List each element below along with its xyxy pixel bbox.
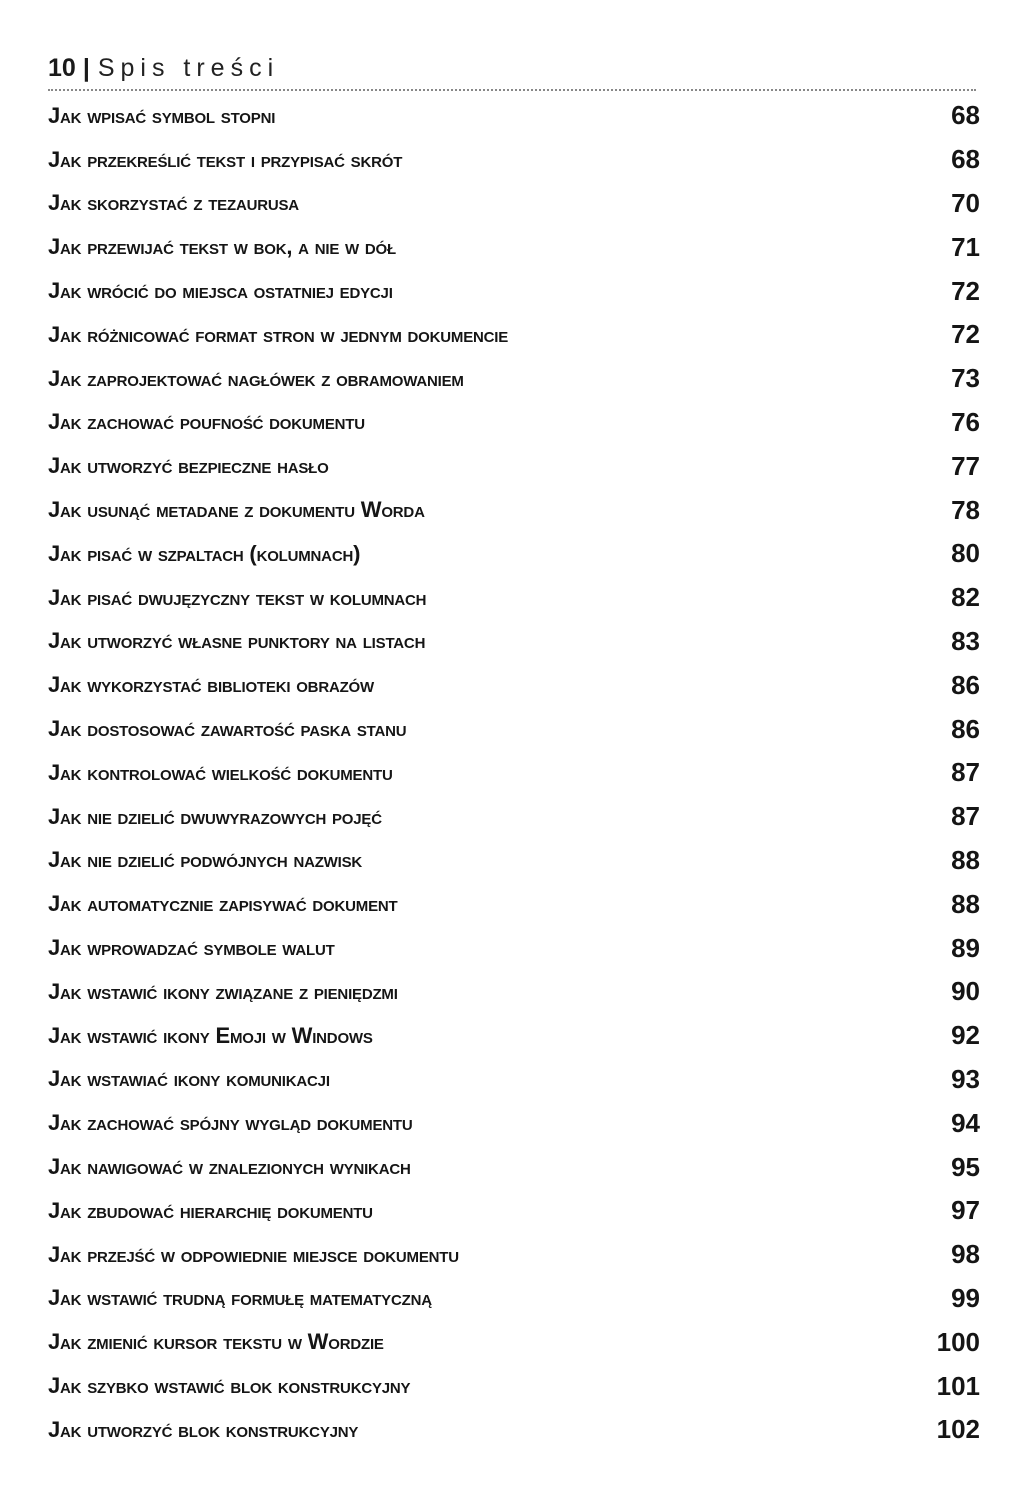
toc-entry <box>48 970 980 1014</box>
toc-entry-title: Jak wstawić trudną formułę matematyczną <box>48 1285 432 1311</box>
toc-entry <box>48 1014 980 1058</box>
toc-entry <box>48 1277 980 1321</box>
toc-entry-title: Jak kontrolować wielkość dokumentu <box>48 759 393 785</box>
toc-entry-title: Jak utworzyć bezpieczne hasło <box>48 453 329 479</box>
toc-entry-title: Jak utworzyć blok konstrukcyjny <box>48 1416 359 1442</box>
toc-entry <box>48 532 980 576</box>
toc-entry-page: 78 <box>951 494 980 525</box>
toc-entry <box>48 620 980 664</box>
toc-entry-title: Jak szybko wstawić blok konstrukcyjny <box>48 1373 411 1398</box>
toc-entry-title: Jak przewijać tekst w bok, a nie w dół <box>48 234 396 260</box>
toc-entry <box>48 225 980 269</box>
toc-entry-title: Jak pisać dwujęzyczny tekst w kolumnach <box>48 584 427 610</box>
toc-entry-title: Jak skorzystać z tezaurusa <box>48 190 299 216</box>
section-title: Spis treści <box>97 54 280 82</box>
toc-entry-page: 68 <box>951 100 980 131</box>
toc-entry <box>48 357 980 401</box>
toc-entry-title: Jak zachować spójny wygląd dokumentu <box>48 1110 413 1136</box>
toc-entry-title: Jak różnicować format stron w jednym dokumencie <box>48 321 509 347</box>
toc-entry <box>48 182 980 226</box>
toc-entry-page: 86 <box>951 669 980 700</box>
toc-entry <box>48 488 980 532</box>
toc-entry-page: 73 <box>951 363 980 394</box>
toc-entry-page: 93 <box>951 1063 980 1094</box>
toc-entry-page: 82 <box>951 582 980 613</box>
toc-entry-page: 77 <box>951 450 980 481</box>
toc-entry-page: 94 <box>951 1107 980 1138</box>
toc-entry-page: 80 <box>951 538 980 569</box>
toc-entry-title: Jak zachować poufność dokumentu <box>48 409 365 435</box>
toc-entry-page: 102 <box>936 1414 980 1445</box>
toc-entry-title: Jak dostosować zawartość paska stanu <box>48 716 407 742</box>
toc-entry-page: 100 <box>936 1326 980 1357</box>
toc-entry-title: Jak utworzyć własne punktory na listach <box>48 628 426 654</box>
toc-entry-page: 88 <box>951 844 980 875</box>
toc-entry-title: Jak nawigować w znalezionych wynikach <box>48 1154 411 1180</box>
toc-entry-title: Jak zaprojektować nagłówek z obramowaniem <box>48 365 464 391</box>
toc-entry-page: 90 <box>951 976 980 1007</box>
toc-entry <box>48 1145 980 1189</box>
toc-entry-title: Jak przekreślić tekst i przypisać skrót <box>48 146 403 172</box>
toc-entry <box>48 444 980 488</box>
toc-entry <box>48 401 980 445</box>
toc-entry-title: Jak zbudować hierarchię dokumentu <box>48 1197 373 1223</box>
toc-entry <box>48 576 980 620</box>
toc-entry <box>48 707 980 751</box>
toc-entry-title: Jak wstawić ikony związane z pieniędzmi <box>48 978 398 1004</box>
toc-entry-page: 72 <box>951 275 980 306</box>
toc-entry-title: Jak usunąć metadane z dokumentu Worda <box>48 497 425 523</box>
toc-entry-page: 68 <box>951 144 980 175</box>
toc-entry <box>48 1189 980 1233</box>
toc-entry-page: 101 <box>936 1370 980 1401</box>
page-header <box>48 54 279 90</box>
toc-entry-page: 87 <box>951 757 980 788</box>
toc-entry <box>48 751 980 795</box>
toc-entry <box>48 795 980 839</box>
toc-entry-page: 92 <box>951 1020 980 1051</box>
toc-entry <box>48 839 980 883</box>
table-of-contents <box>48 94 980 1452</box>
header-separator: | <box>82 54 90 82</box>
toc-entry <box>48 313 980 357</box>
page-number: 10 <box>48 54 76 82</box>
toc-entry-title: Jak przejść w odpowiednie miejsce dokumentu <box>48 1241 459 1267</box>
header-divider <box>48 89 976 91</box>
toc-entry <box>48 882 980 926</box>
toc-entry <box>48 269 980 313</box>
toc-entry <box>48 1320 980 1364</box>
toc-entry <box>48 94 980 138</box>
toc-entry <box>48 663 980 707</box>
toc-entry-title: Jak wykorzystać biblioteki obrazów <box>48 672 374 698</box>
toc-entry-page: 86 <box>951 713 980 744</box>
toc-entry-page: 99 <box>951 1282 980 1313</box>
toc-entry-page: 89 <box>951 932 980 963</box>
toc-entry-title: Jak wstawić ikony Emoji w Windows <box>48 1022 373 1048</box>
toc-entry-page: 87 <box>951 801 980 832</box>
toc-entry-title: Jak wstawiać ikony komunikacji <box>48 1066 330 1092</box>
toc-entry <box>48 1058 980 1102</box>
toc-entry <box>48 1233 980 1277</box>
toc-entry-page: 98 <box>951 1239 980 1270</box>
toc-entry <box>48 1364 980 1408</box>
toc-entry-title: Jak automatycznie zapisywać dokument <box>48 891 398 917</box>
toc-entry-page: 95 <box>951 1151 980 1182</box>
toc-entry-title: Jak wpisać symbol stopni <box>48 102 276 128</box>
toc-entry-title: Jak pisać w szpaltach (kolumnach) <box>48 540 361 566</box>
toc-entry-page: 70 <box>951 187 980 218</box>
toc-entry-title: Jak zmienić kursor tekstu w Wordzie <box>48 1329 384 1355</box>
toc-entry-page: 83 <box>951 625 980 656</box>
toc-entry <box>48 1101 980 1145</box>
toc-entry-page: 88 <box>951 888 980 919</box>
toc-entry-page: 76 <box>951 406 980 437</box>
toc-entry-page: 72 <box>951 319 980 350</box>
toc-entry-page: 71 <box>951 231 980 262</box>
toc-entry-title: Jak wprowadzać symbole walut <box>48 935 335 961</box>
toc-entry-title: Jak nie dzielić dwuwyrazowych pojęć <box>48 803 382 829</box>
toc-entry-title: Jak wrócić do miejsca ostatniej edycji <box>48 278 393 304</box>
toc-entry <box>48 926 980 970</box>
toc-entry <box>48 138 980 182</box>
toc-entry <box>48 1408 980 1452</box>
toc-entry-page: 97 <box>951 1195 980 1226</box>
toc-entry-title: Jak nie dzielić podwójnych nazwisk <box>48 847 363 873</box>
